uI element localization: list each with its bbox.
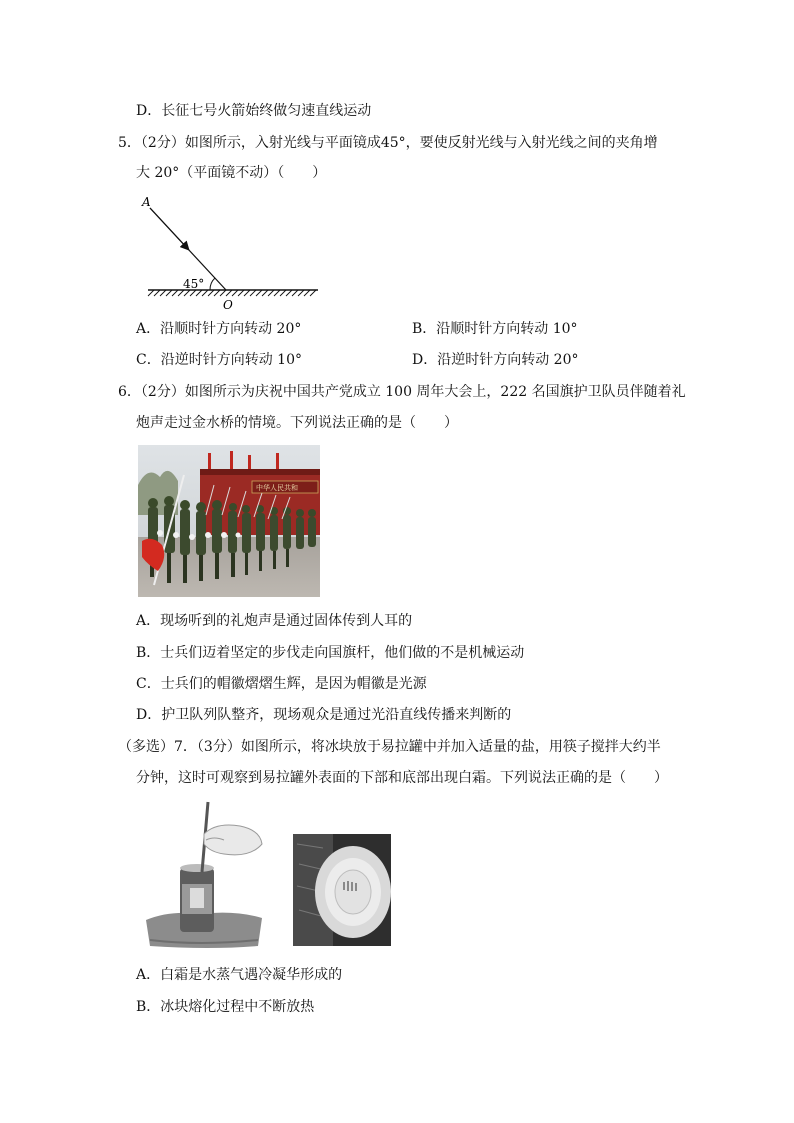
q5-mirror-diagram <box>130 192 330 312</box>
q7-stem-line1: （多选）7．（3分）如图所示，将冰块放于易拉罐中并加入适量的盐，用筷子搅拌大约半 <box>118 739 661 755</box>
q5-stem-line2: 大 20°（平面镜不动）（ ） <box>136 165 327 181</box>
q5-option-c: C．沿逆时针方向转动 10° <box>136 352 302 368</box>
q6-stem-line1: 6．（2分）如图所示为庆祝中国共产党成立 100 周年大会上，222 名国旗护卫队员伴随着礼 <box>118 384 686 400</box>
q6-option-b: B．士兵们迈着坚定的步伐走向国旗杆，他们做的不是机械运动 <box>136 645 525 661</box>
q6-option-d: D．护卫队列队整齐，现场观众是通过光沿直线传播来判断的 <box>136 707 512 723</box>
q5-stem-line1: 5．（2分）如图所示，入射光线与平面镜成45°，要使反射光线与入射光线之间的夹角增 <box>118 135 658 151</box>
q7-can-stirring-photo <box>140 800 265 950</box>
q7-stem-line2: 分钟，这时可观察到易拉罐外表面的下部和底部出现白霜。下列说法正确的是（ ） <box>136 770 668 786</box>
q7-frost-can-bottom-photo <box>293 834 391 946</box>
q6-photo-sign: 中华人民共和 <box>256 484 298 492</box>
q5-label-a: A <box>142 195 151 209</box>
q5-option-b: B．沿顺时针方向转动 10° <box>412 321 578 337</box>
q6-parade-photo <box>138 445 320 597</box>
q4-option-d: D．长征七号火箭始终做匀速直线运动 <box>136 103 372 119</box>
q5-angle-arc <box>210 278 215 290</box>
q5-option-a: A．沿顺时针方向转动 20° <box>136 321 302 337</box>
q6-option-a: A．现场听到的礼炮声是通过固体传到人耳的 <box>136 613 413 629</box>
q6-stem-line2: 炮声走过金水桥的情境。下列说法正确的是（ ） <box>136 415 458 431</box>
q5-label-o: O <box>223 298 233 312</box>
q6-option-c: C．士兵们的帽徽熠熠生辉，是因为帽徽是光源 <box>136 676 427 692</box>
q5-mirror-hatching <box>148 290 316 296</box>
q5-angle-label: 45° <box>183 277 205 291</box>
q7-option-a: A．白霜是水蒸气遇冷凝华形成的 <box>136 967 343 983</box>
q5-option-d: D．沿逆时针方向转动 20° <box>412 352 579 368</box>
q5-ray-arrow <box>150 208 188 249</box>
q7-option-b: B．冰块熔化过程中不断放热 <box>136 999 315 1015</box>
